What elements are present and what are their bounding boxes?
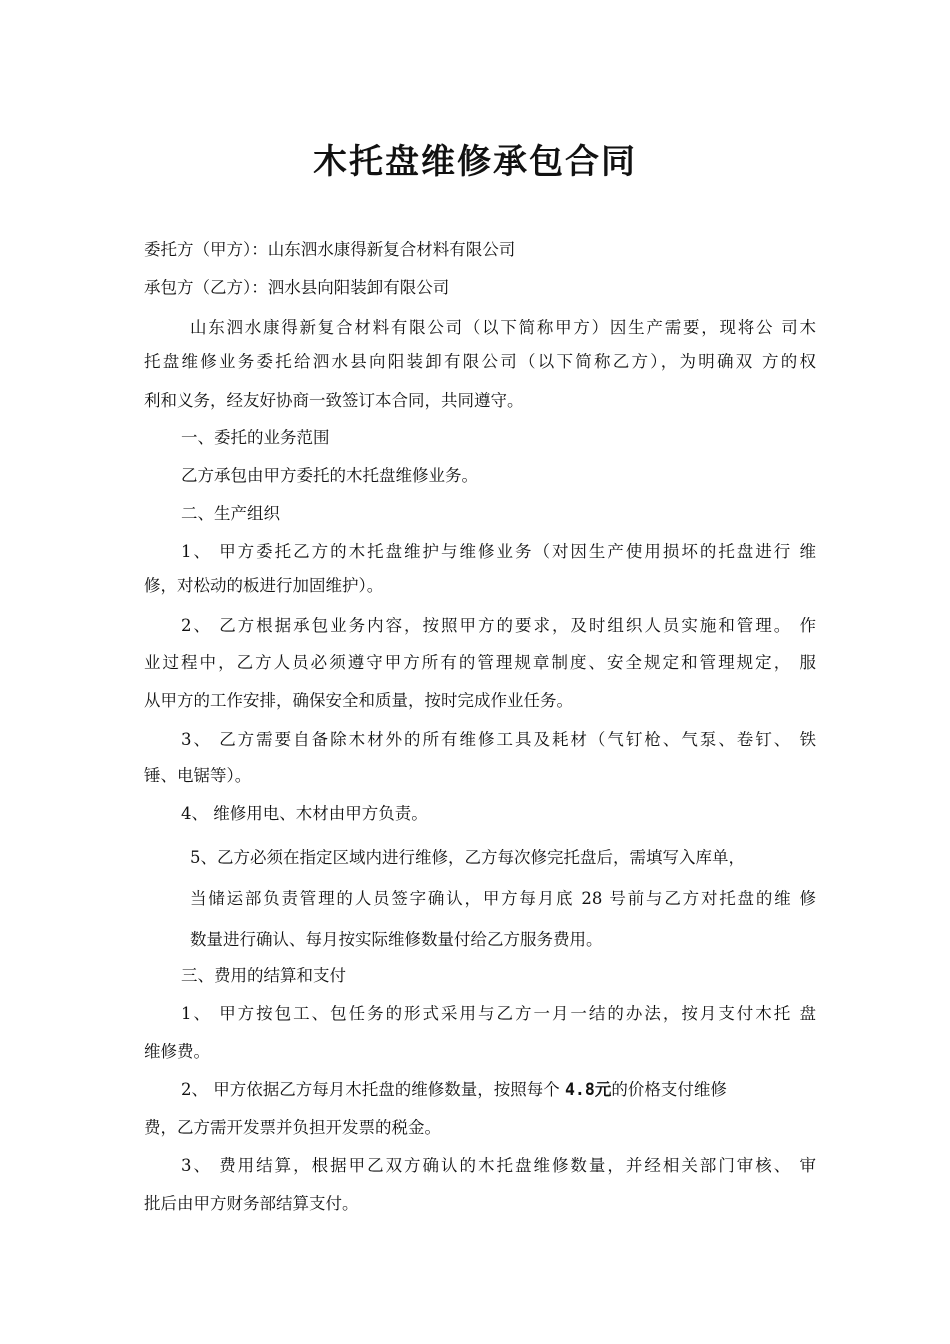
clause-line: 批后由甲方财务部结算支付。 [144,1194,359,1213]
clause-line: 2、 乙方根据承包业务内容，按照甲方的要求，及时组织人员实施和管理。 作 [181,616,816,635]
clause-line: 业过程中，乙方人员必须遵守甲方所有的管理规章制度、安全规定和管理规定， 服 [144,653,816,672]
section-heading: 一、委托的业务范围 [181,428,330,447]
price-unit: 元 [594,1080,612,1099]
clause-text: 2、 甲方依据乙方每月木托盘的维修数量，按照每个 [181,1080,565,1099]
party-b-line: 承包方（乙方）：泗水县向阳装卸有限公司 [144,278,450,297]
clause-line: 当储运部负责管理的人员签字确认，甲方每月底 28 号前与乙方对托盘的维 修 [190,889,816,908]
clause-line: 费，乙方需开发票并负担开发票的税金。 [144,1118,441,1137]
intro-paragraph-line: 山东泗水康得新复合材料有限公司（以下简称甲方）因生产需要，现将公 司木 [190,318,816,337]
section-heading: 三、费用的结算和支付 [181,966,346,985]
body-text-line: 乙方承包由甲方委托的木托盘维修业务。 [181,466,478,485]
intro-paragraph-line: 托盘维修业务委托给泗水县向阳装卸有限公司（以下简称乙方），为明确双 方的权 [144,352,816,371]
document-title: 木托盘维修承包合同 [313,142,637,182]
clause-line: 1、 甲方按包工、包任务的形式采用与乙方一月一结的办法，按月支付木托 盘 [181,1004,816,1023]
clause-line: 4、 维修用电、木材由甲方负责。 [181,804,428,823]
price-value: 4.8 [565,1080,595,1099]
clause-line: 锤、电锯等）。 [144,766,252,785]
clause-line: 维修费。 [144,1042,210,1061]
clause-line: 从甲方的工作安排，确保安全和质量，按时完成作业任务。 [144,691,573,710]
clause-line: 数量进行确认、每月按实际维修数量付给乙方服务费用。 [190,930,603,949]
party-a-line: 委托方（甲方）：山东泗水康得新复合材料有限公司 [144,240,516,259]
clause-line [181,1078,871,1102]
intro-paragraph-line: 利和义务，经友好协商一致签订本合同，共同遵守。 [144,391,524,410]
clause-line: 3、 乙方需要自备除木材外的所有维修工具及耗材（气钉枪、气泵、卷钉、 铁 [181,730,816,749]
section-heading: 二、生产组织 [181,504,280,523]
clause-text: 的价格支付维修 [611,1080,727,1099]
clause-line: 1、 甲方委托乙方的木托盘维护与维修业务（对因生产使用损坏的托盘进行 维 [181,542,816,561]
clause-line: 5、乙方必须在指定区域内进行维修，乙方每次修完托盘后，需填写入库单， [190,848,745,867]
clause-line: 修，对松动的板进行加固维护）。 [144,576,384,595]
clause-line: 3、 费用结算，根据甲乙双方确认的木托盘维修数量，并经相关部门审核、 审 [181,1156,816,1175]
